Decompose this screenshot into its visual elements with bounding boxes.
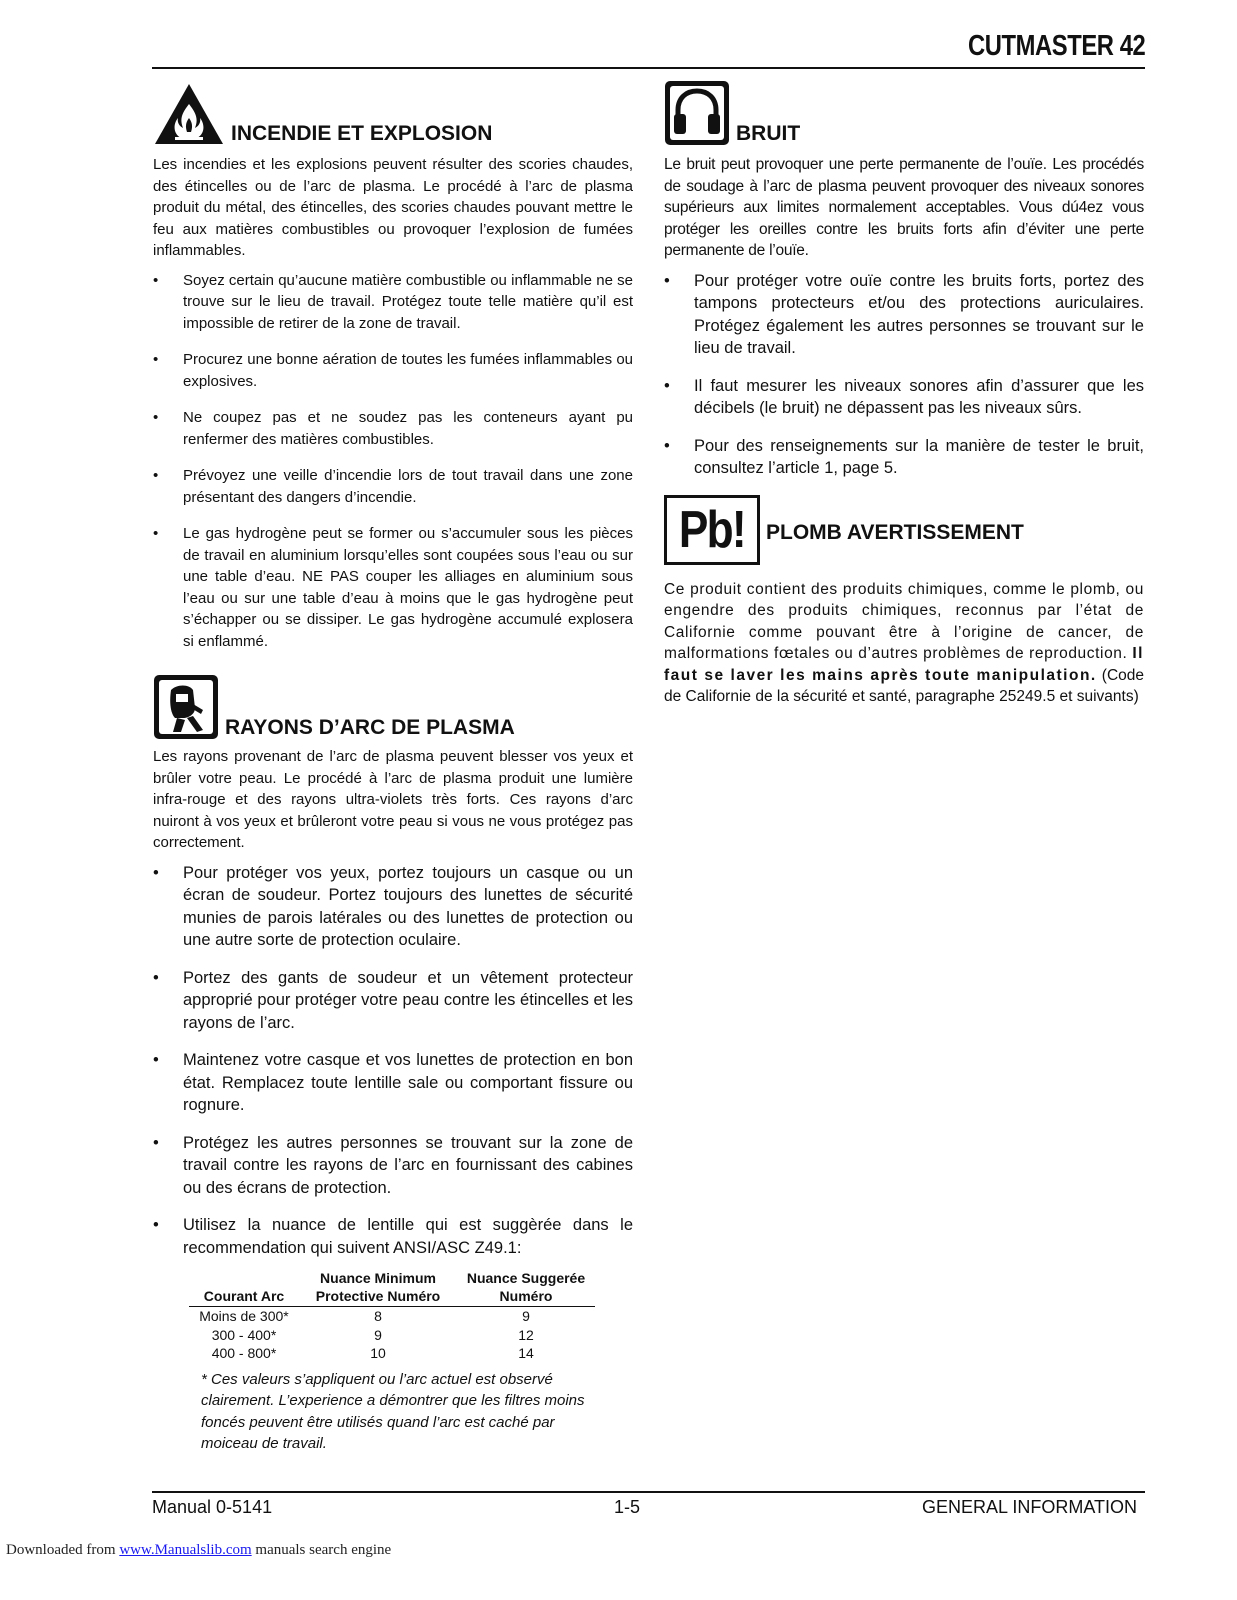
arc-section [153,674,633,1455]
list-item: • Le gas hydrogène peut se former ou s’accumuler sous les pièces de travail en aluminium lorsqu’elles sont coupées sous l’eau ou sur une table d’eau. NE PAS couper les alliages en aluminium sous l’eau ou sur une table d’eau à moins que le gas hydrogène peut s’échapper ou se dissiper. Le gas hydrogène accumulé explosera si enflammé. [153,523,633,652]
table-footnote: * Ces valeurs s’appliquent ou l’arc actuel est observé clairement. L’experience a démontrer que les filtres moins foncés peuvent être utilisés quand l’arc est caché par moiceau de travail. [201,1370,585,1452]
noise-intro: Le bruit peut provoquer une perte permanente de l’ouïe. Les procédés de soudage à l’arc de plasma peuvent provoquer des niveaux sonores supérieurs aux limites normalement acceptables. Vous dú4ez vous protéger les oreilles contre les bruits forts afin d’éviter une perte permanente de l’ouïe. [664,156,1144,259]
table-cell: 12 [518,1326,534,1343]
table-cell: 14 [518,1345,534,1361]
download-prefix: Downloaded from [6,1542,120,1558]
list-item: • Pour des renseignements sur la manière de tester le bruit, consultez l’article 1, page 5. [664,435,1144,480]
lead-citation: (Code de Californie de la sécurité et santé, paragraphe 25249.5 et suivants) [664,666,1144,705]
table-header: Courant Arc [189,1269,299,1307]
table-header: Nuance Suggerée Numéro [457,1269,595,1307]
footer-rule [152,1491,1145,1493]
list-item: • Il faut mesurer les niveaux sonores afin d’assurer que les décibels (le bruit) ne dépassent pas les niveaux sûrs. [664,375,1144,420]
arc-heading [153,674,633,740]
table-cell: 9 [522,1308,530,1324]
right-column [664,80,1144,708]
table-header: Nuance Minimum Protective Numéro [299,1269,457,1307]
list-item: • Utilisez la nuance de lentille qui est suggèrée dans le recommendation qui suivent ANSI/ASC Z49.1: [153,1214,633,1259]
list-item: • Procurez une bonne aération de toutes les fumées inflammables ou explosives. [153,349,633,392]
lens-shade-table [189,1269,595,1363]
noise-bullets [664,270,1144,480]
table-cell: Moins de 300* [199,1308,289,1324]
flame-warning-icon [153,82,225,146]
list-item: • Pour protéger vos yeux, portez toujours un casque ou un écran de soudeur. Portez toujours des lunettes de sécurité munies de parois latérales ou des lunettes de protection ou une autre sorte de protection oculaire. [153,862,633,952]
fire-section [153,82,633,652]
table-row [189,1344,595,1363]
list-item: • Soyez certain qu’aucune matière combustible ou inflammable ne se trouve sur le lieu de travail. Protégez toute telle matière qu’il est impossible de retirer de la zone de travail. [153,270,633,335]
list-item: • Protégez les autres personnes se trouvant sur la zone de travail contre les rayons de l’arc en fournissant des cabines ou des écrans de protection. [153,1132,633,1200]
lead-warning-text [664,579,1144,708]
lead-heading [664,495,1144,565]
download-suffix: manuals search engine [251,1542,392,1558]
lead-section [664,495,1144,708]
fire-title: INCENDIE ET EXPLOSION [231,122,493,145]
table-cell: 9 [374,1326,382,1343]
page-number: 1-5 [614,1497,641,1517]
table-row [189,1326,595,1345]
table-cell: 400 - 800* [211,1345,277,1361]
table-cell: 300 - 400* [211,1326,277,1343]
fire-intro: Les incendies et les explosions peuvent résulter des scories chaudes, des étincelles ou de l’arc de plasma. Le procédé à l’arc de plasma produit du métal, des étincelles, des scories chaudes pouvant mettre le feu aux matières combustibles ou provoquer l’explosion de fumées inflammables. [153,156,633,259]
ear-protection-icon [664,80,730,146]
lead-text: Ce produit contient des produits chimiques, comme le plomb, ou engendre des produits chimiques, reconnus par l’état de Californie comme pouvant être à l’origine de cancer, de malformations fœtales ou d’autres problèmes de reproduction. [664,580,1144,662]
lead-bold-text: Il faut se laver les mains après toute manipulation. [664,645,1144,684]
fire-heading [153,82,633,146]
list-item: • Pour protéger votre ouïe contre les bruits forts, portez des tampons protecteurs et/ou des protections auriculaires. Protégez également les autres personnes se trouvant sur le lieu de travail. [664,270,1144,360]
lead-title: PLOMB AVERTISSEMENT [766,520,1024,544]
header-rule [152,67,1145,69]
manual-number: Manual 0-5141 [152,1497,273,1517]
table-row [189,1307,595,1326]
page-footer [152,1497,1137,1518]
section-name: GENERAL INFORMATION [921,1497,1137,1517]
noise-heading [664,80,1144,146]
arc-title: RAYONS D’ARC DE PLASMA [225,716,515,739]
fire-bullets [153,270,633,653]
noise-title: BRUIT [736,122,801,145]
lead-icon-text: Pb! [678,500,746,559]
arc-bullets [153,862,633,1260]
arc-intro: Les rayons provenant de l’arc de plasma peuvent blesser vos yeux et brûler votre peau. Le procédé à l’arc de plasma produit une lumière infra-rouge et des rayons ultra-violets très forts. Ces rayons d’arc nuiront à vos yeux et brûleront votre peau si vous ne vous protégez pas correctement. [153,748,633,851]
download-notice [6,1542,391,1559]
table-cell: 10 [370,1345,386,1361]
list-item: • Maintenez votre casque et vos lunettes de protection en bon état. Remplacez toute lentille sale ou comportant fissure ou rognure. [153,1049,633,1117]
lead-warning-icon [664,495,760,565]
manualslib-link[interactable]: www.Manualslib.com [119,1542,252,1558]
table-cell: 8 [374,1308,382,1324]
left-column [153,82,633,1455]
document-title: CUTMASTER 42 [967,30,1145,62]
welding-helmet-icon [153,674,219,740]
list-item: • Prévoyez une veille d’incendie lors de tout travail dans une zone présentant des dangers d’incendie. [153,465,633,508]
list-item: • Portez des gants de soudeur et un vêtement protecteur approprié pour protéger votre peau contre les étincelles et les rayons de l’arc. [153,967,633,1035]
list-item: • Ne coupez pas et ne soudez pas les conteneurs ayant pu renfermer des matières combustibles. [153,407,633,450]
noise-section [664,80,1144,480]
